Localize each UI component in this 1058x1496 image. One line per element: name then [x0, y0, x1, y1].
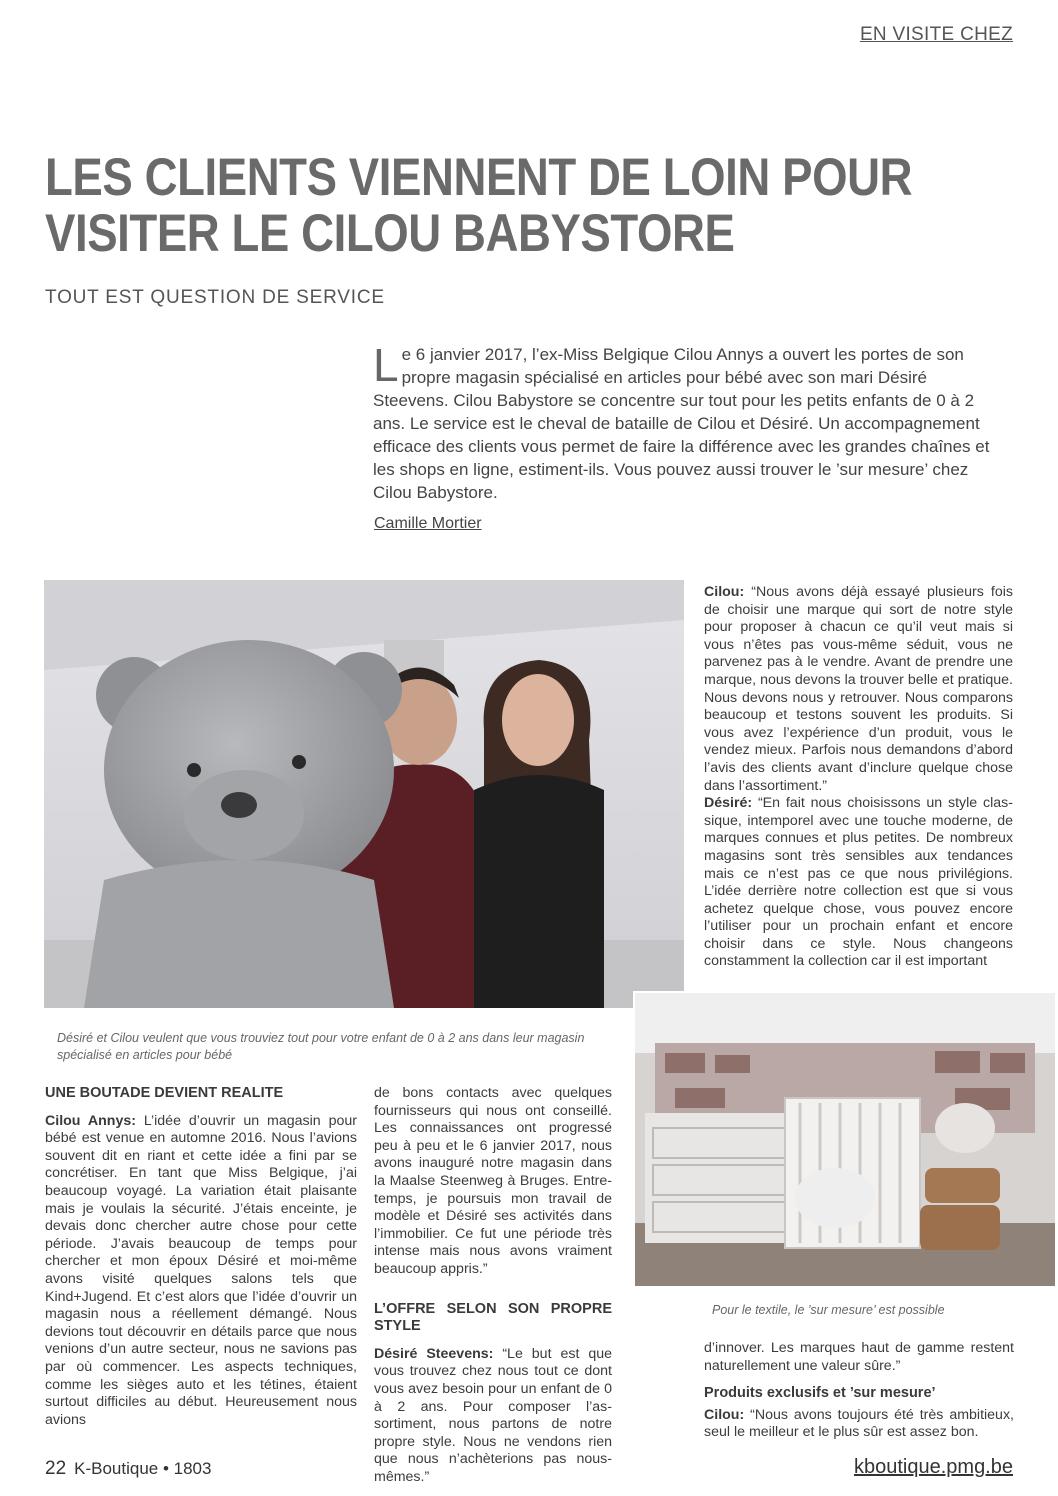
section-heading: UNE BOUTADE DEVIENT REALITE [45, 1085, 284, 1101]
speaker-label: Cilou: [704, 1406, 745, 1423]
headline-line-1: LES CLIENTS VIENNENT DE LOIN POUR [45, 148, 913, 207]
speaker-label: Désiré: [704, 795, 753, 812]
intro-paragraph [373, 339, 1003, 504]
section-heading: L’OFFRE SELON SON PROPRE STYLE [374, 1300, 612, 1335]
section-heading: Produits exclusifs et ’sur mesure’ [704, 1385, 936, 1402]
photo-store-interior [633, 991, 1055, 1286]
paragraph-text: L’idée d’ouvrir un magasin pour bébé est venue en automne 2016. Nous l’avions souvent dit en riant et cette idée a fini par se concrétiser. En tant que Miss Belgique, j’ai beaucoup voyagé. La variation était plaisante mais je voulais la sécurité. J’étais enceinte, je devais donc chercher autre chose pour cette période. J’avais beaucoup de temps pour chercher et mon époux Désiré et moi-même avons visité quelques salons tels que Kind+Jugend. Et c’est alors que l’idée d’ouvrir un magasin nous a réellement démangé. Nous devions tout découvrir en détails parce que nous venions d’un autre secteur, nous ne savions pas par où commencer. Les aspects techniques, comme les sièges auto et les tétines, étaient surtout difficiles au début. Heureusement nous avions [45, 1112, 357, 1428]
intro-text: e 6 janvier 2017, l’ex-Miss Belgique Cilou Annys a ouvert les portes de son propre magasin spécialisé en articles pour bébé avec son mari Désiré Steevens. Cilou Babystore se concentre sur tout pour les petits enfants de 0 à 2 ans. Le service est le cheval de bataille de Cilou et Désiré. Un accompagnement efficace des clients vous permet de faire la différence avec les grandes chaînes et les shops en ligne, estiment-ils. Vous pouvez aussi trouver le ’sur mesure’ chez Cilou Babystore. [373, 345, 990, 502]
paragraph-text: “Nous avons toujours été très ambitieux, seul le meilleur et le plus sûr est assez bon. [704, 1406, 1014, 1441]
photo-couple-with-teddy [44, 580, 684, 1008]
paragraph-text: “Le but est que vous trouvez chez nous tout ce dont vous avez besoin pour un enfant de 0 à 2 ans. Pour composer l’assortiment, nous partons de notre propre style. Nous ne vendons rien que nous n’achèterions pas nous-mêmes.” [374, 1345, 613, 1485]
author-byline: Camille Mortier [374, 515, 482, 532]
speaker-label: Désiré Steevens: [374, 1345, 494, 1362]
paragraph-text: d’innover. Les marques haut de gamme restent naturellement une valeur sûre.” [704, 1340, 1014, 1374]
speaker-label: Cilou Annys: [45, 1112, 136, 1129]
headline [45, 148, 913, 263]
paragraph-text: “En fait nous choisissons un style classique, intemporel avec une touche moderne, de marques connues et plus petites. De nombreux magasins sont très sensibles aux tendances mais ce n’est pas ce que nous privilégions. L’idée derrière notre collection est que si vous achetez quelque chose, vous pouvez encore l’utiliser pour un prochain enfant et encore choisir dans ce style. Nous changeons constamment la collection car il est important [704, 795, 1013, 970]
page-number: 22 [45, 1458, 67, 1479]
article-column-b [374, 1085, 612, 1486]
footer-website-link[interactable]: kboutique.pmg.be [853, 1456, 1013, 1478]
paragraph-text: “Nous avons déjà essayé plusieurs fois de choisir une marque qui sort de notre style pour proposer à chacun ce qu’il veut mais si vous n’êtes pas vous-même séduit, vous ne parvenez pas à le vendre. Avant de prendre une marque, nous devons la trouver belle et pratique. Nous devons nous y retrouver. Nous comparons beaucoup et testons souvent les produits. Si vous avez l’expérience d’un produit, vous le vendez mieux. Parfois nous demandons d’abord l’avis des clients avant d’inclure quelque chose dans l’assortiment.” [704, 584, 1013, 794]
article-column-c [704, 1340, 1014, 1442]
speaker-label: Cilou: [704, 584, 745, 600]
article-column-right [704, 584, 1013, 971]
photo-caption-2: Pour le textile, le ’sur mesure’ est possible [712, 1303, 945, 1317]
paragraph-text: de bons contacts avec quelques fournisseurs qui nous ont conseillé. Les connaissances ont progressé peu à peu et le 6 janvier 2017, nous avons inauguré notre magasin dans la Maalse Steenweg à Bruges. Entre-temps, je poursuis mon travail de modèle et Désiré ses activités dans l’immobilier. Ce fut une période très intense mais nous avons vraiment beaucoup appris.” [374, 1085, 612, 1277]
article-column-a [45, 1085, 357, 1429]
photo-caption-1: Désiré et Cilou veulent que vous trouviez tout pour votre enfant de 0 à 2 ans dans leur magasin spécialisé en articles pour bébé [57, 1031, 585, 1062]
headline-line-2: VISITER LE CILOU BABYSTORE [45, 204, 735, 263]
footer-page-info [45, 1458, 211, 1480]
magazine-issue: K-Boutique • 1803 [74, 1459, 212, 1478]
subheadline: TOUT EST QUESTION DE SERVICE [45, 287, 385, 308]
section-tag: EN VISITE CHEZ [859, 24, 1013, 45]
drop-cap: L [373, 339, 399, 391]
